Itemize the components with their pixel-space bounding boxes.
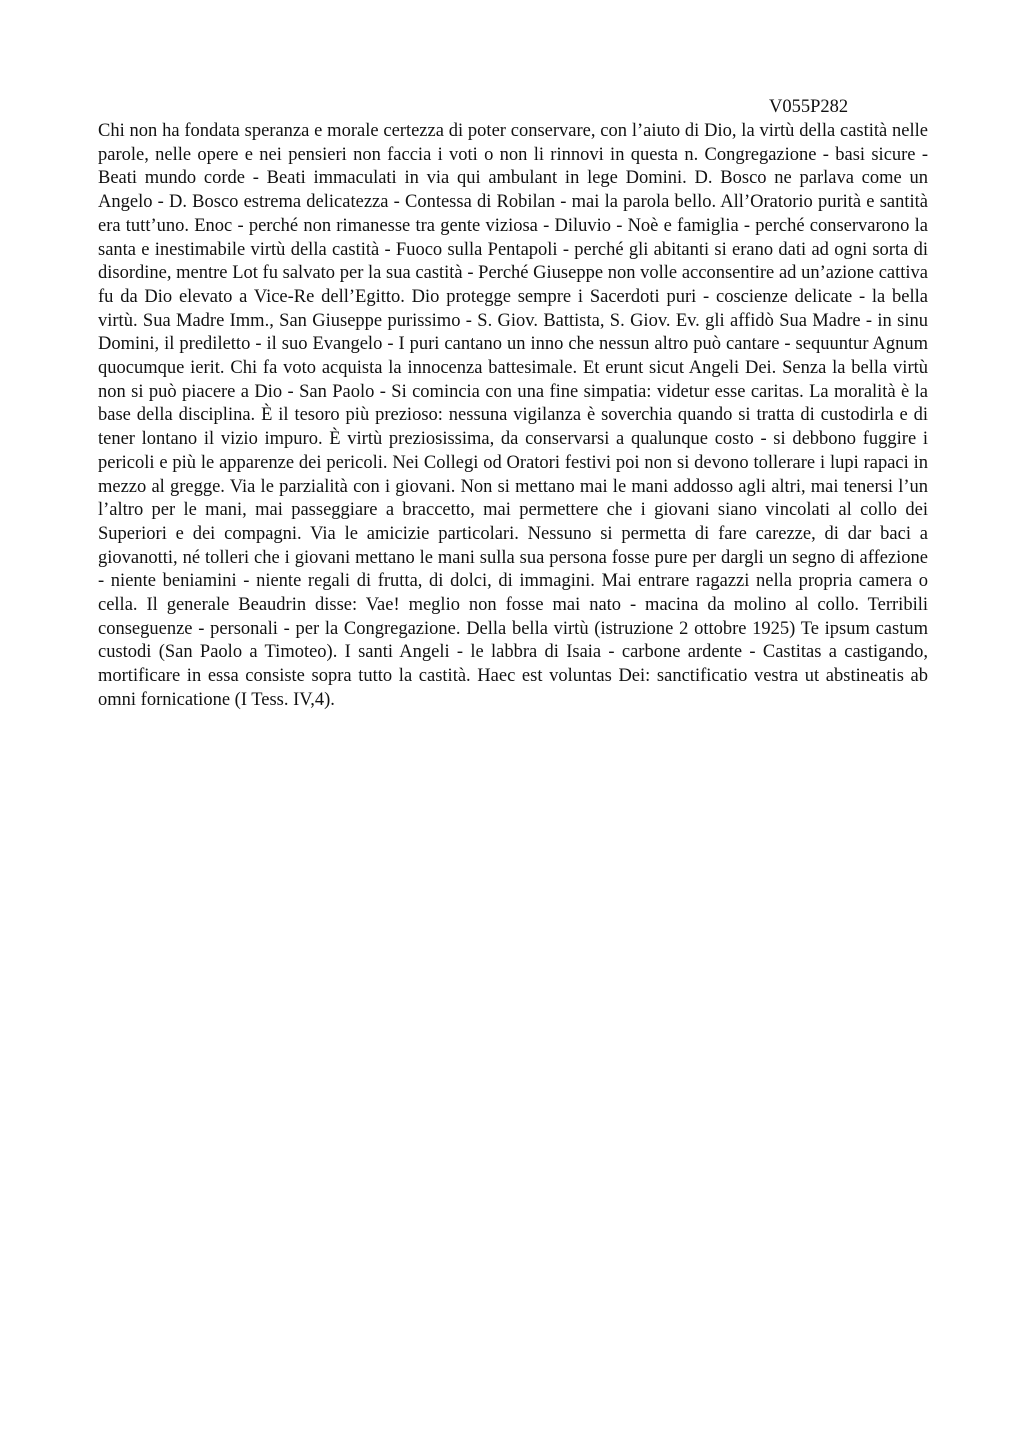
page-reference: V055P282 — [769, 97, 849, 117]
body-paragraph: Chi non ha fondata speranza e morale certezza di poter conservare, con l’aiuto di Dio, la virtù della castità nelle parole, nelle opere e nei pensieri non faccia i voti o non li rinnovi in questa n. Congregazione - basi sicure - Beati mundo corde - Beati immaculati in via qui ambulant in lege Domini. D. Bosco ne parlava come un Angelo - D. Bosco estrema delicatezza - Contessa di Robilan - mai la parola bello. All’Oratorio purità e santità era tutt’uno. Enoc - perché non rimanesse tra gente viziosa - Diluvio - Noè e famiglia - perché conservarono la santa e inestimabile virtù della castità - Fuoco sulla Pentapoli - perché gli abitanti si erano dati ad ogni sorta di disordine, mentre Lot fu salvato per la sua castità - Perché Giuseppe non volle acconsentire ad un’azione cattiva fu da Dio elevato a Vice-Re dell’Egitto. Dio protegge sempre i Sacerdoti puri - coscienze delicate - la bella virtù. Sua Madre Imm., San Giuseppe purissimo - S. Giov. Battista, S. Giov. Ev. gli affidò Sua Madre - in sinu Domini, il prediletto - il suo Evangelo - I puri cantano un inno che nessun altro può cantare - sequuntur Agnum quocumque ierit. Chi fa voto acquista la innocenza battesimale. Et erunt sicut Angeli Dei. Senza la bella virtù non si può piacere a Dio - San Paolo - Si comincia con una fine simpatia: videtur esse caritas. La moralità è la base della disciplina. È il tesoro più prezioso: nessuna vigilanza è soverchia quando si tratta di custodirla e di tener lontano il vizio impuro. È virtù preziosissima, da conservarsi a qualunque costo - si debbono fuggire i pericoli e più le apparenze dei pericoli. Nei Collegi od Oratori festivi poi non si devono tollerare i lupi rapaci in mezzo al gregge. Via le parzialità con i giovani. Non si mettano mai le mani addosso agli altri, mai tenersi l’un l’altro per le mani, mai passeggiare a braccetto, mai permettere che i giovani siano vincolati al collo dei Superiori e dei compagni. Via le amicizie particolari. Nessuno si permetta di fare carezze, di dar baci a giovanotti, né tolleri che i giovani mettano le mani sulla sua persona fosse pure per dargli un segno di affezione - niente beniamini - niente regali di frutta, di dolci, di immagini. Mai entrare ragazzi nella propria camera o cella. Il generale Beaudrin disse: Vae! meglio non fosse mai nato - macina da molino al collo. Terribili conseguenze - personali - per la Congregazione. Della bella virtù (istruzione 2 ottobre 1925) Te ipsum castum custodi (San Paolo a Timoteo). I santi Angeli - le labbra di Isaia - carbone ardente - Castitas a castigando, mortificare in essa consiste sopra tutto la castità. Haec est voluntas Dei: sanctificatio vestra ut abstineatis ab omni fornicatione (I Tess. IV,4). — [98, 121, 928, 710]
